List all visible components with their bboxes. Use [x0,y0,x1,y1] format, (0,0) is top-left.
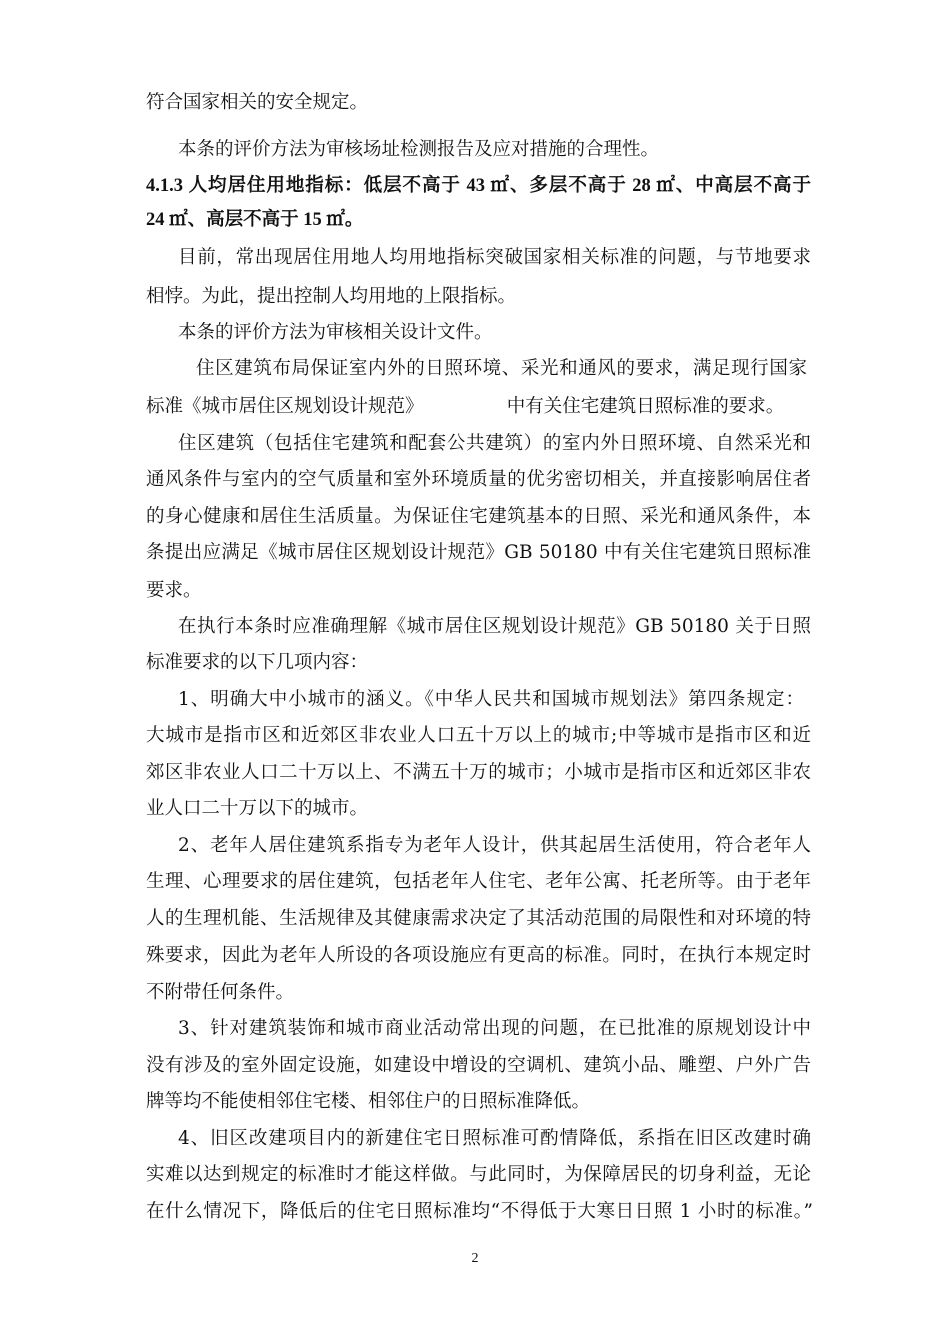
text-line: 在什么情况下，降低后的住宅日照标准均“不得低于大寒日日照 1 小时的标准。” [146,1201,813,1222]
text-line: 不附带任何条件。 [146,982,295,1003]
text-line: 条提出应满足《城市居住区规划设计规范》GB 50180 中有关住宅建筑日照标准 [146,542,811,563]
text-line: 目前，常出现居住用地人均用地指标突破国家相关标准的问题，与节地要求 [178,247,811,268]
text-line: 2、老年人居住建筑系指专为老年人设计，供其起居生活使用，符合老年人 [178,835,811,856]
clause-heading-line: 4.1.3 人均居住用地指标：低层不高于 43 ㎡、多层不高于 28 ㎡、中高层不高于 [146,176,811,196]
text-line: 本条的评价方法为审核场址检测报告及应对措施的合理性。 [178,139,660,160]
text-line: 住区建筑（包括住宅建筑和配套公共建筑）的室内外日照环境、自然采光和 [178,433,811,454]
text-line: 业人口二十万以下的城市。 [146,798,369,819]
text-line: 符合国家相关的安全规定。 [146,92,369,113]
text-line: 实难以达到规定的标准时才能这样做。与此同时，为保障居民的切身利益，无论 [146,1164,811,1185]
text-line: 的身心健康和居住生活质量。为保证住宅建筑基本的日照、采光和通风条件，本 [146,506,811,527]
text-line: 通风条件与室内的空气质量和室外环境质量的优劣密切相关，并直接影响居住者 [146,469,811,490]
text-line: 生理、心理要求的居住建筑，包括老年人住宅、老年公寓、托老所等。由于老年 [146,871,811,892]
page-number: 2 [471,1251,479,1266]
text-line: 本条的评价方法为审核相关设计文件。 [178,322,493,343]
text-line: 标准要求的以下几项内容： [146,652,369,673]
text-line: 殊要求，因此为老年人所设的各项设施应有更高的标准。同时，在执行本规定时 [146,945,811,966]
text-line: 要求。 [146,580,202,601]
text-line: 没有涉及的室外固定设施，如建设中增设的空调机、建筑小品、雕塑、户外广告 [146,1055,811,1076]
text-line: 住区建筑布局保证室内外的日照环境、采光和通风的要求，满足现行国家 [196,358,807,379]
text-line: 郊区非农业人口二十万以上、不满五十万的城市；小城市是指市区和近郊区非农 [146,762,811,783]
text-line: 4、旧区改建项目内的新建住宅日照标准可酌情降低，系指在旧区改建时确 [178,1128,811,1149]
text-line: 3、针对建筑装饰和城市商业活动常出现的问题，在已批准的原规划设计中 [178,1018,811,1039]
text-line: 人的生理机能、生活规律及其健康需求决定了其活动范围的局限性和对环境的特 [146,908,811,929]
text-line: 在执行本条时应准确理解《城市居住区规划设计规范》GB 50180 关于日照 [178,616,811,637]
text-line: 相悖。为此，提出控制人均用地的上限指标。 [146,286,517,307]
text-line: 1、明确大中小城市的涵义。《中华人民共和国城市规划法》第四条规定： [178,689,804,710]
clause-heading-line: 24 ㎡、高层不高于 15 ㎡。 [146,210,364,230]
text-line: 大城市是指市区和近郊区非农业人口五十万以上的城市;中等城市是指市区和近 [146,725,811,746]
text-line: 牌等均不能使相邻住宅楼、相邻住户的日照标准降低。 [146,1091,591,1112]
text-line: 标准《城市居住区规划设计规范》 中有关住宅建筑日照标准的要求。 [146,396,785,417]
